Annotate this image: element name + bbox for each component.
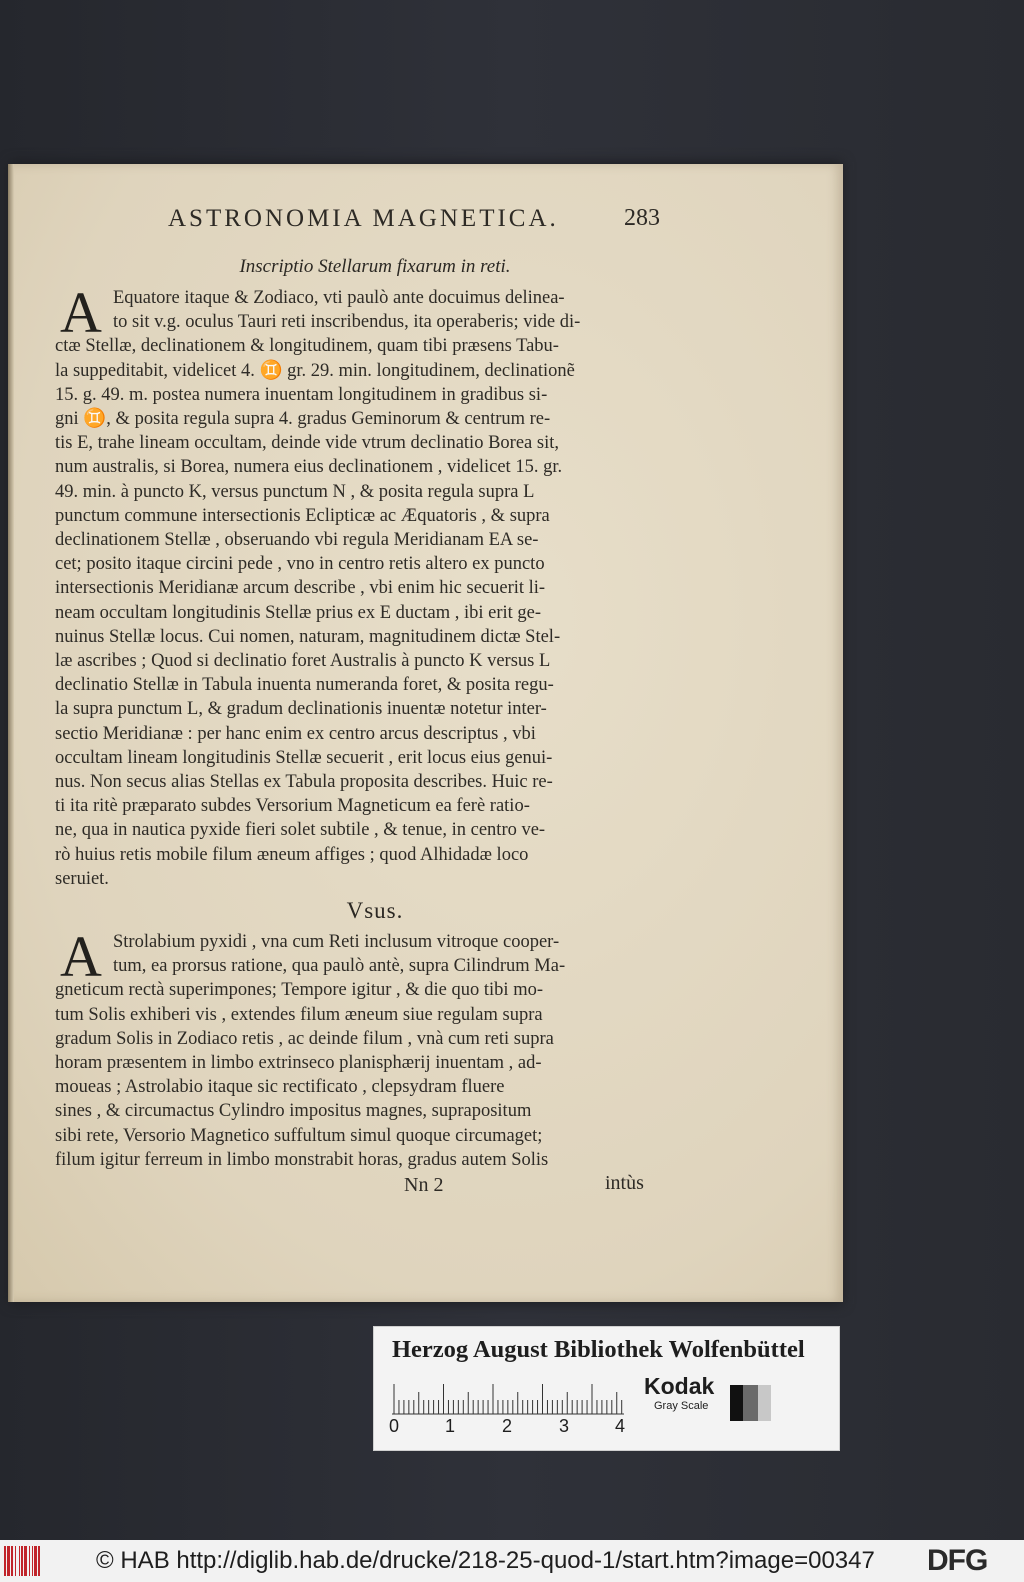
text-line: filum igitur ferreum in limbo monstrabit horas, gradus autem Solis [55, 1149, 549, 1170]
text-line: seruiet. [55, 868, 109, 889]
text-line: Equatore itaque & Zodiaco, vti paulò ante docuimus delinea- [113, 288, 565, 308]
ruler-scale [392, 1378, 624, 1416]
page-number: 283 [624, 205, 660, 231]
barcode-bar [21, 1546, 23, 1576]
text-line: ne, qua in nautica pyxide fieri solet subtile , & tenue, in centro ve- [55, 820, 546, 841]
paragraph-vsus [55, 924, 660, 1172]
barcode-bar [34, 1546, 37, 1576]
paragraph-inscriptio [55, 280, 660, 891]
text-line: nus. Non secus alias Stellas ex Tabula proposita describes. Huic re- [55, 772, 553, 793]
text-line: declinatio Stellæ in Tabula inuenta numeranda foret, & posita regu- [55, 675, 554, 696]
section-title-inscriptio: Inscriptio Stellarum fixarum in reti. [239, 256, 511, 277]
text-line: ctæ Stellæ, declinationem & longitudinem, quam tibi præsens Tabu- [55, 336, 559, 357]
running-head: ASTRONOMIA MAGNETICA. [168, 205, 559, 232]
barcode-bar [38, 1546, 40, 1576]
text-line: declinationem Stellæ , obseruando vbi regula Meridianam EA se- [55, 530, 539, 551]
text-line: horam præsentem in limbo extrinseco planisphærij inuentam , ad- [55, 1053, 542, 1074]
barcode-bar [29, 1546, 30, 1576]
barcode-bar [32, 1546, 33, 1576]
text-line: tum Solis exhiberi vis , extendes filum æneum siue regulam supra [55, 1004, 543, 1025]
text-line: gni ♊, & posita regula supra 4. gradus Geminorum & centrum re- [55, 409, 551, 430]
page-gutter-edge [8, 164, 14, 1302]
text-line: ti ita ritè præparato subdes Versorium Magneticum ea ferè ratio- [55, 796, 530, 817]
text-line: to sit v.g. oculus Tauri reti inscribendus, ita operaberis; vide di- [113, 312, 581, 333]
section-title-vsus: Vsus. [346, 898, 404, 923]
text-line: la supra punctum L, & gradum declinationis inuentæ notetur inter- [55, 699, 547, 720]
text-line: la suppeditabit, videlicet 4. ♊ gr. 29. min. longitudinem, declinationẽ [55, 360, 575, 381]
barcode-bar [7, 1546, 10, 1576]
text-line: num australis, si Borea, numera eius declinationem , videlicet 15. gr. [55, 457, 563, 478]
barcode-bar [15, 1546, 16, 1576]
text-line: cet; posito itaque circini pede , vno in centro retis altero ex puncto [55, 554, 545, 575]
text-line: sibi rete, Versorio Magnetico suffultum simul quoque circumaget; [55, 1125, 543, 1146]
text-line: occultam lineam longitudinis Stellæ secuerit , erit locus eius genui- [55, 747, 553, 768]
ruler-number: 4 [615, 1416, 626, 1436]
text-line: gneticum rectà superimpones; Tempore igitur , & die quo tibi mo- [55, 980, 543, 1001]
gray-swatch-black [730, 1385, 743, 1421]
text-line: sines , & circumactus Cylindro impositus magnes, suprapositum [55, 1101, 532, 1122]
ruler-number: 0 [389, 1416, 400, 1436]
text-line: punctum commune intersectionis Eclipticæ ac Æquatoris , & supra [55, 505, 550, 526]
footer-credit-link[interactable]: © HAB http://diglib.hab.de/drucke/218-25-quod-1/start.htm?image=00347 [96, 1547, 875, 1574]
text-line: læ ascribes ; Quod si declinatio foret Australis à puncto K versus L [55, 651, 551, 672]
text-line: nuinus Stellæ locus. Cui nomen, naturam, magnitudinem dictæ Stel- [55, 626, 561, 647]
text-line: Strolabium pyxidi , vna cum Reti inclusum vitroque cooper- [113, 932, 560, 952]
text-line: tis E, trahe lineam occultam, deinde vide vtrum declinatio Borea sit, [55, 433, 559, 454]
text-line: gradum Solis in Zodiaco retis , ac deinde filum , vnà cum reti supra [55, 1028, 554, 1049]
gray-scale-label: Gray Scale [654, 1400, 709, 1412]
ruler-number: 1 [445, 1416, 456, 1436]
catchword: intùs [605, 1172, 644, 1194]
dropcap-1: A [60, 280, 102, 345]
barcode-icon [4, 1546, 48, 1576]
gray-swatch-light [758, 1385, 771, 1421]
dfg-logo: DFG [927, 1544, 988, 1577]
barcode-bar [4, 1546, 6, 1576]
text-line: 49. min. à puncto K, versus punctum N , & posita regula supra L [55, 481, 535, 502]
kodak-logo: Kodak [644, 1373, 715, 1399]
barcode-bar [19, 1546, 20, 1576]
text-line: neam occultam longitudinis Stellæ prius ex E ductam , ibi erit ge- [55, 602, 542, 623]
signature-mark: Nn 2 [404, 1174, 444, 1196]
gray-swatch-mid [743, 1385, 758, 1421]
barcode-bar [24, 1546, 27, 1576]
ruler-number: 3 [559, 1416, 570, 1436]
text-line: sectio Meridianæ : per hanc enim ex centro arcus descriptus , vbi [55, 723, 536, 744]
text-line: tum, ea prorsus ratione, qua paulò antè, supra Cilindrum Ma- [113, 956, 566, 977]
ruler-number: 2 [502, 1416, 513, 1436]
institution-label: Herzog August Bibliothek Wolfenbüttel [392, 1336, 805, 1363]
text-line: intersectionis Meridianæ arcum describe , vbi enim hic secuerit li- [55, 578, 546, 599]
barcode-bar [11, 1546, 13, 1576]
text-line: moueas ; Astrolabio itaque sic rectificato , clepsydram fluere [55, 1077, 505, 1098]
text-line: rò huius retis mobile filum æneum affiges ; quod Alhidadæ loco [55, 844, 529, 865]
dropcap-2: A [60, 924, 102, 989]
text-line: 15. g. 49. m. postea numera inuentam longitudinem in gradibus si- [55, 384, 548, 405]
